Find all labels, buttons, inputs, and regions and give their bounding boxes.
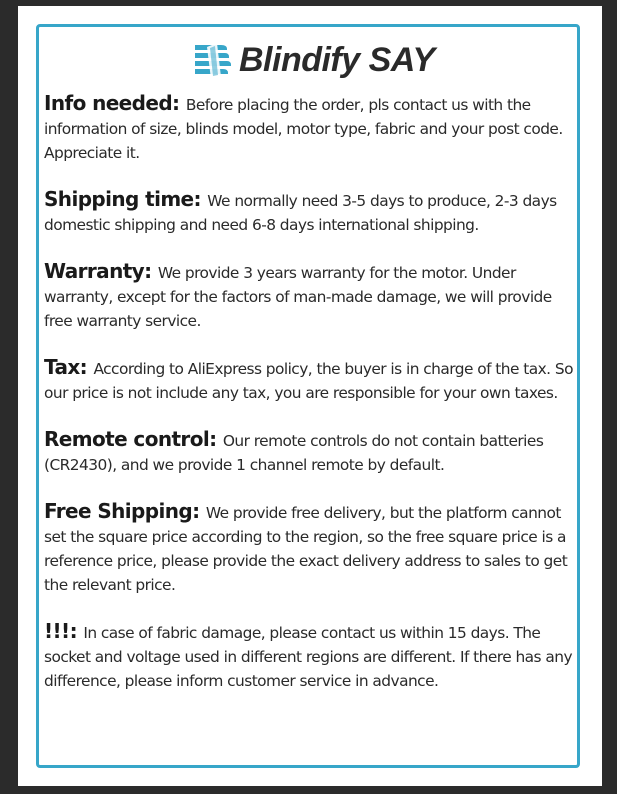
section-heading: Remote control: [44,427,223,451]
policy-list [44,91,578,715]
section-text: We provide free delivery, but the platform cannot set the square price according to the region, so the free square price is a reference price, please provide the exact delivery address to sales to get the relevant price. [44,504,568,594]
section-text: We provide 3 years warranty for the motor. Under warranty, except for the factors of man-made damage, we will provide free warranty service. [44,264,552,330]
section-shipping-time [44,187,578,237]
section-tax [44,355,578,405]
section-heading: !!!: [44,619,84,643]
section-heading: Warranty: [44,259,158,283]
section-info-needed [44,91,578,165]
section-warranty [44,259,578,333]
section-notice [44,619,578,693]
section-text: Before placing the order, pls contact us with the information of size, blinds model, motor type, fabric and your post code. Appreciate it. [44,96,563,162]
section-heading: Free Shipping: [44,499,206,523]
section-remote-control [44,427,578,477]
notice-frame [36,24,580,768]
section-text: In case of fabric damage, please contact us within 15 days. The socket and voltage used in different regions are different. If there has any difference, please inform customer service in advance. [44,624,573,690]
brand-logo [191,37,435,83]
section-text: According to AliExpress policy, the buyer is in charge of the tax. So our price is not include any tax, you are responsible for your own taxes. [44,360,573,402]
section-heading: Shipping time: [44,187,208,211]
section-heading: Tax: [44,355,94,379]
brand-name: Blindify SAY [239,40,435,79]
section-text: We normally need 3-5 days to produce, 2-3 days domestic shipping and need 6-8 days international shipping. [44,192,557,234]
section-text: Our remote controls do not contain batteries (CR2430), and we provide 1 channel remote by default. [44,432,544,474]
section-heading: Info needed: [44,91,186,115]
section-free-shipping [44,499,578,597]
product-info-page [18,6,602,786]
blinds-logo-icon [191,39,233,81]
